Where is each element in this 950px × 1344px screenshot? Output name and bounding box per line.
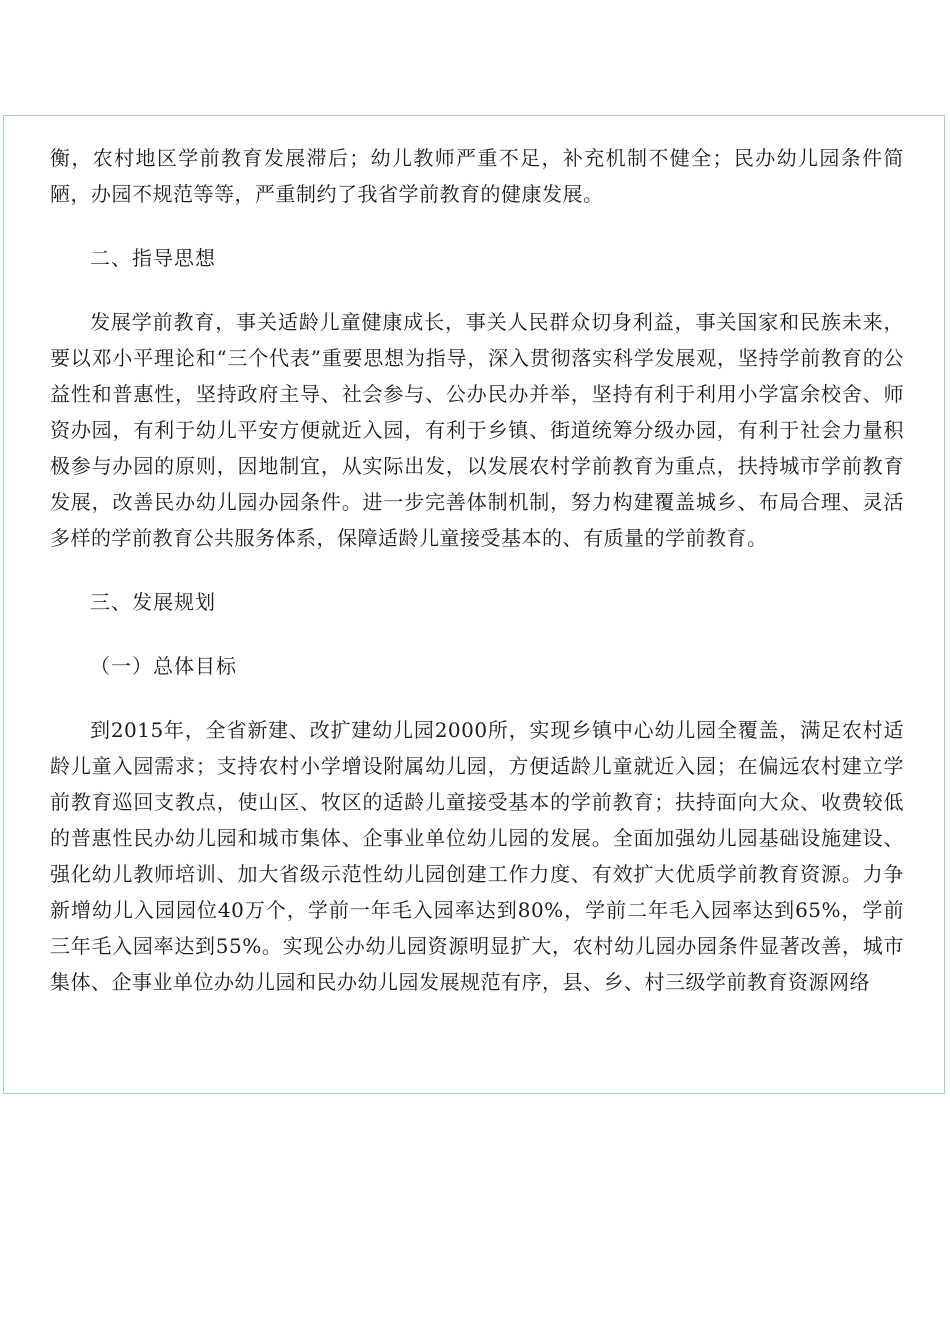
document-body bbox=[50, 140, 904, 1000]
intro-paragraph: 衡，农村地区学前教育发展滞后；幼儿教师严重不足，补充机制不健全；民办幼儿园条件简陋，办园不规范等等，严重制约了我省学前教育的健康发展。 bbox=[50, 146, 904, 206]
overall-goal-paragraph: 到2015年，全省新建、改扩建幼儿园2000所，实现乡镇中心幼儿园全覆盖，满足农村适龄儿童入园需求；支持农村小学增设附属幼儿园，方便适龄儿童就近入园；在偏远农村建立学前教育巡回支教点，使山区、牧区的适龄儿童接受基本的学前教育；扶持面向大众、收费较低的普惠性民办幼儿园和城市集体、企事业单位幼儿园的发展。全面加强幼儿园基础设施建设、强化幼儿教师培训、加大省级示范性幼儿园创建工作力度、有效扩大优质学前教育资源。力争新增幼儿入园园位40万个，学前一年毛入园率达到80%，学前二年毛入园率达到65%，学前三年毛入园率达到55%。实现公办幼儿园资源明显扩大，农村幼儿园办园条件显著改善，城市集体、企事业单位办幼儿园和民办幼儿园发展规范有序，县、乡、村三级学前教育资源网络 bbox=[50, 718, 904, 994]
section-heading-development-plan: 三、发展规划 bbox=[90, 590, 216, 614]
section-heading-guiding-thought: 二、指导思想 bbox=[90, 246, 216, 270]
guiding-thought-paragraph: 发展学前教育，事关适龄儿童健康成长，事关人民群众切身利益，事关国家和民族未来，要以邓小平理论和“三个代表”重要思想为指导，深入贯彻落实科学发展观，坚持学前教育的公益性和普惠性，坚持政府主导、社会参与、公办民办并举，坚持有利于利用小学富余校舍、师资办园，有利于幼儿平安方便就近入园，有利于乡镇、街道统筹分级办园，有利于社会力量积极参与办园的原则，因地制宜，从实际出发，以发展农村学前教育为重点，扶持城市学前教育发展，改善民办幼儿园办园条件。进一步完善体制机制，努力构建覆盖城乡、布局合理、灵活多样的学前教育公共服务体系，保障适龄儿童接受基本的、有质量的学前教育。 bbox=[50, 310, 904, 550]
subsection-heading-overall-goal: （一）总体目标 bbox=[90, 654, 237, 678]
